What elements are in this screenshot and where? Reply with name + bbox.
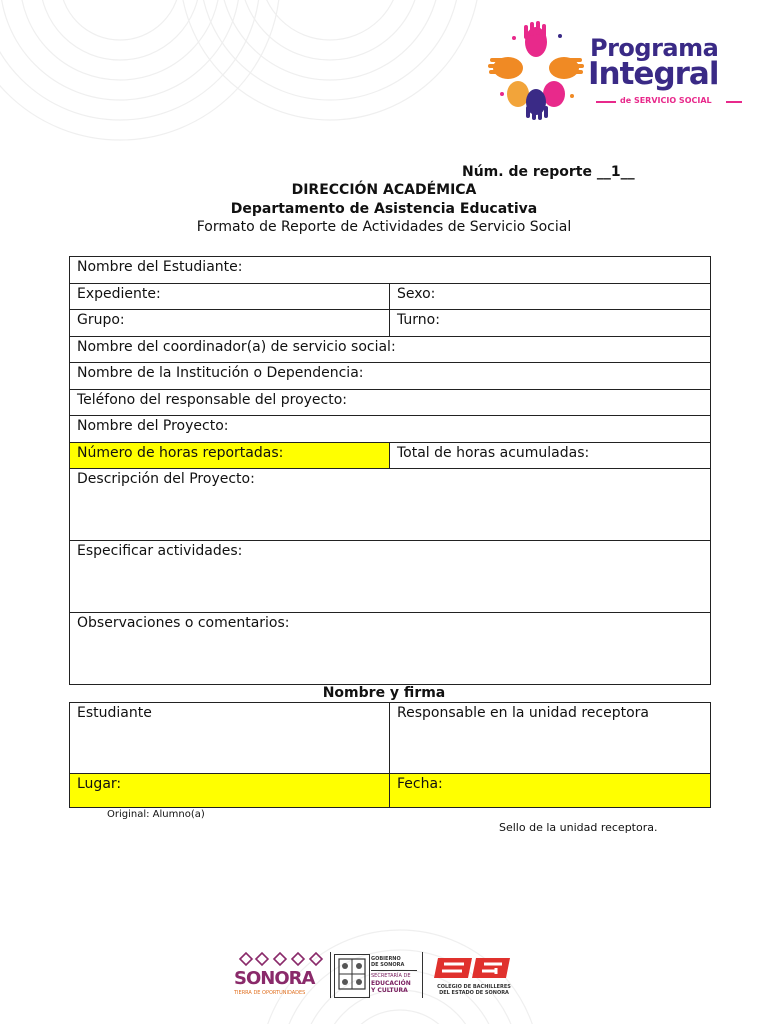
format-title: Formato de Reporte de Actividades de Servicio Social — [196, 219, 572, 235]
sec-rule — [371, 970, 417, 971]
cobach-mark-icon — [434, 954, 512, 982]
signature-title: Nombre y firma — [322, 685, 446, 701]
sec-text — [371, 973, 411, 994]
footer-divider-2 — [422, 952, 423, 998]
grupo-field[interactable]: Grupo: — [70, 310, 390, 337]
original-note: Original: Alumno(a) — [107, 809, 205, 820]
place-field[interactable]: Lugar: — [70, 774, 390, 808]
page-title: DIRECCIÓN ACADÉMICA — [291, 182, 477, 198]
hands-icon — [486, 20, 586, 120]
logo-servicio-social: de SERVICIO SOCIAL — [620, 96, 712, 105]
logo-rule-right — [726, 101, 742, 103]
student-name-field[interactable]: Nombre del Estudiante: — [70, 257, 711, 284]
sexo-field[interactable]: Sexo: — [390, 284, 711, 310]
sonora-pattern-icon — [234, 950, 326, 968]
hours-total-field[interactable]: Total de horas acumuladas: — [390, 443, 711, 469]
programa-integral-logo — [486, 20, 746, 120]
responsible-signature-field[interactable]: Responsable en la unidad receptora — [390, 703, 711, 774]
sec-line2: EDUCACIÓN — [371, 980, 411, 987]
cobach-line1: COLEGIO DE BACHILLERES — [437, 984, 511, 990]
footer-divider — [330, 952, 331, 998]
activities-field[interactable]: Especificar actividades: — [70, 541, 711, 613]
logo-rule-left — [596, 101, 616, 103]
student-signature-field[interactable]: Estudiante — [70, 703, 390, 774]
date-field[interactable]: Fecha: — [390, 774, 711, 808]
signature-table — [69, 702, 711, 808]
expediente-field[interactable]: Expediente: — [70, 284, 390, 310]
seal-note: Sello de la unidad receptora. — [499, 821, 658, 834]
observations-field[interactable]: Observaciones o comentarios: — [70, 613, 711, 685]
gobierno-line2: DE SONORA — [371, 962, 405, 968]
footer-logos — [234, 950, 520, 1000]
sec-line1: SECRETARÍA DE — [371, 973, 411, 979]
gobierno-line1: GOBIERNO — [371, 956, 401, 962]
sonora-logo — [234, 950, 326, 1000]
sonora-tagline: TIERRA DE OPORTUNIDADES — [234, 990, 306, 996]
department-title: Departamento de Asistencia Educativa — [230, 201, 538, 217]
cobach-text — [428, 984, 520, 996]
cobach-logo — [428, 954, 520, 998]
gobierno-sonora-logo — [334, 954, 370, 998]
report-number: Núm. de reporte __1__ — [462, 164, 635, 180]
coordinator-field[interactable]: Nombre del coordinador(a) de servicio social: — [70, 337, 711, 363]
sonora-wordmark: SONORA — [234, 968, 315, 989]
logo-integral: Integral — [588, 56, 719, 92]
project-description-field[interactable]: Descripción del Proyecto: — [70, 469, 711, 541]
hours-reported-field[interactable]: Número de horas reportadas: — [70, 443, 390, 469]
cobach-line2: DEL ESTADO DE SONORA — [439, 990, 509, 996]
institution-field[interactable]: Nombre de la Institución o Dependencia: — [70, 363, 711, 390]
sec-line3: Y CULTURA — [371, 987, 408, 994]
student-info-table — [69, 256, 711, 685]
project-name-field[interactable]: Nombre del Proyecto: — [70, 416, 711, 443]
coat-of-arms-icon — [335, 955, 369, 997]
gobierno-text — [371, 956, 404, 968]
phone-field[interactable]: Teléfono del responsable del proyecto: — [70, 390, 711, 416]
logo-programa: Programa — [590, 34, 719, 62]
turno-field[interactable]: Turno: — [390, 310, 711, 337]
